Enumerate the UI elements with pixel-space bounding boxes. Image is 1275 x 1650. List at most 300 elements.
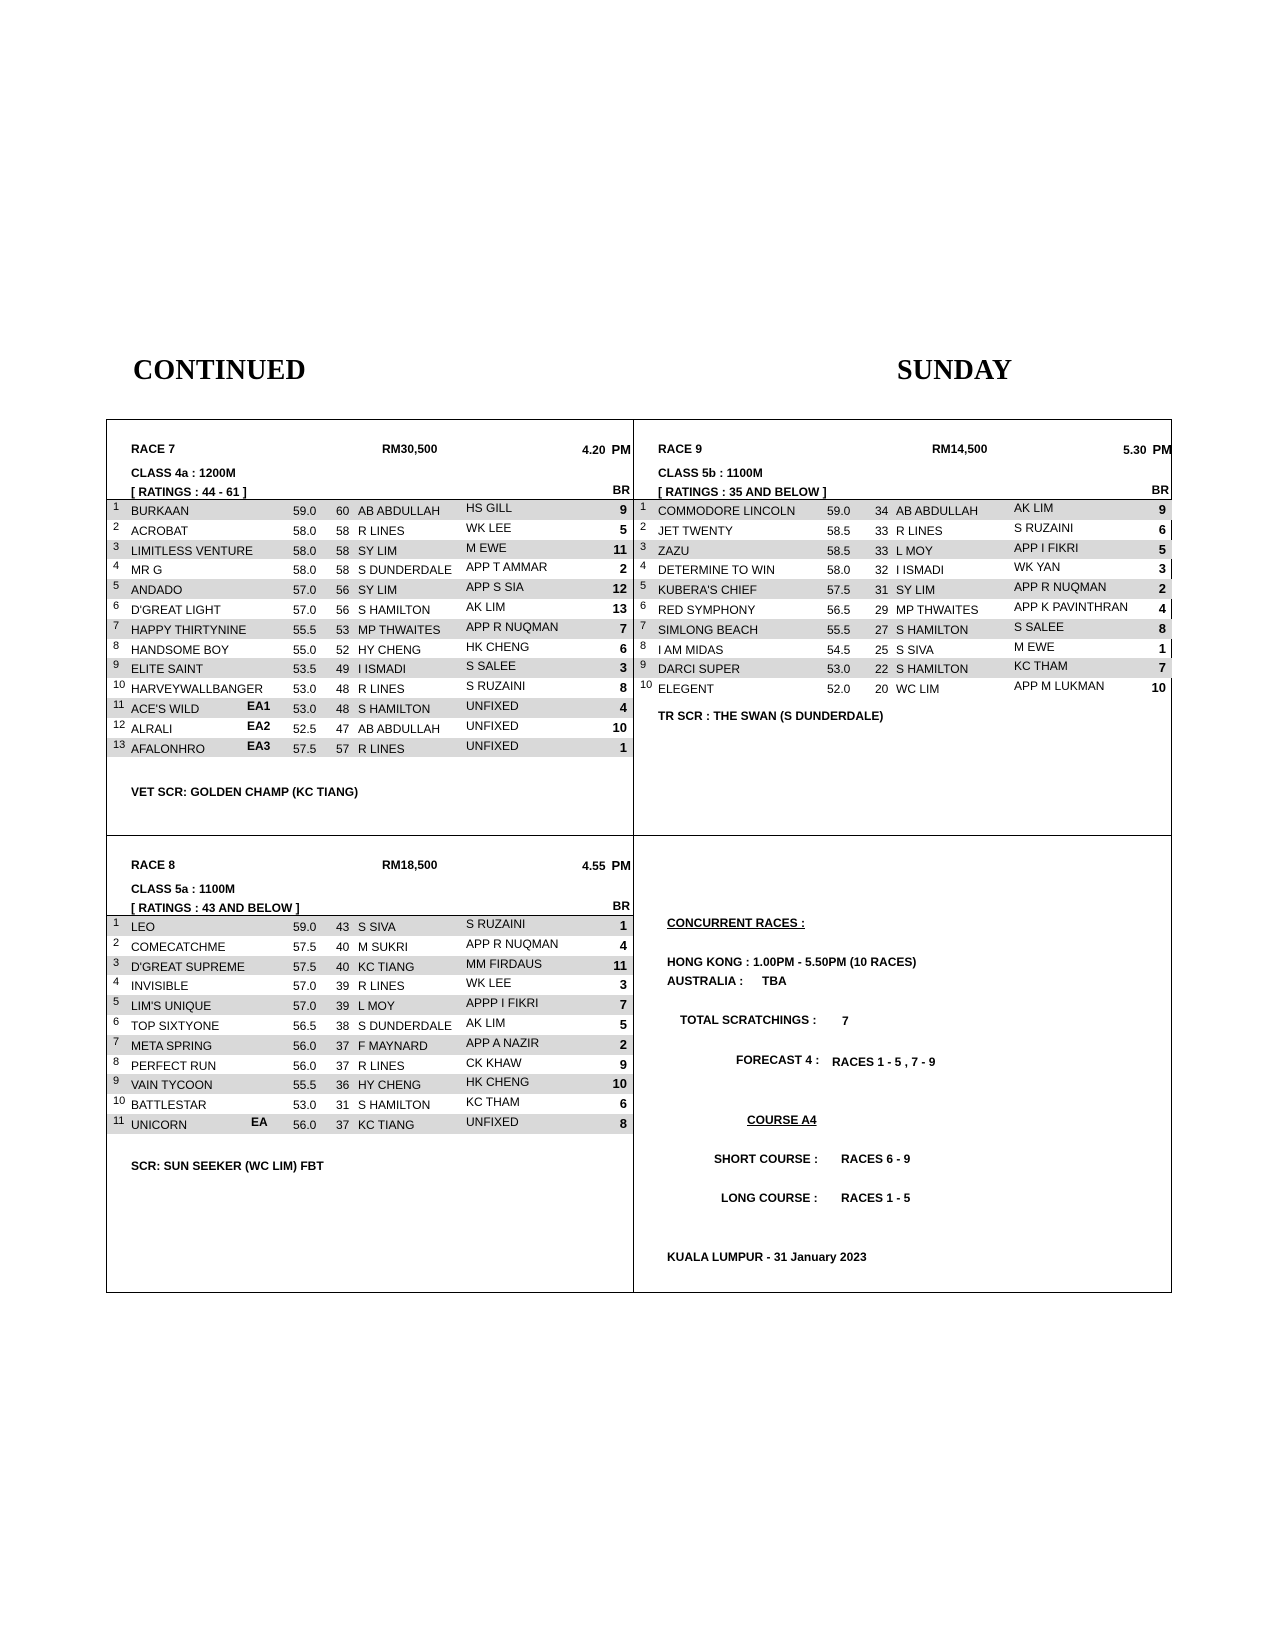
- weight: 54.5: [827, 642, 851, 657]
- weight: 59.0: [827, 504, 851, 518]
- australia-label: AUSTRALIA :: [667, 974, 744, 988]
- runner-number: 11: [113, 1114, 125, 1127]
- table-row: [634, 540, 1172, 560]
- race-ratings: [ RATINGS : 44 - 61 ]: [131, 485, 247, 499]
- trainer: UNFIXED: [466, 698, 519, 713]
- rating: 33: [875, 523, 889, 538]
- rating: 37: [336, 1117, 350, 1132]
- horse-name: COMMODORE LINCOLN: [658, 504, 796, 518]
- barrier-draw: 5: [619, 1016, 627, 1032]
- jockey: SY LIM: [358, 583, 398, 598]
- barrier-draw: 6: [619, 1096, 627, 1112]
- table-row: [634, 678, 1172, 698]
- trainer: S RUZAINI: [1014, 520, 1074, 535]
- runner-number: 4: [113, 976, 120, 989]
- table-row: [634, 559, 1172, 579]
- forecast-value: RACES 1 - 5 , 7 - 9: [832, 1055, 936, 1069]
- weight: 56.5: [293, 1018, 317, 1033]
- weight: 56.5: [827, 602, 851, 617]
- weight: 57.0: [293, 583, 317, 598]
- weight: 53.5: [293, 662, 317, 677]
- runners-table: [107, 915, 633, 1134]
- rating: 36: [336, 1078, 350, 1093]
- jockey: KC TIANG: [358, 1117, 415, 1132]
- runner-number: 10: [113, 679, 126, 692]
- rating: 38: [336, 1018, 350, 1033]
- scratching-note: SCR: SUN SEEKER (WC LIM) FBT: [131, 1159, 324, 1173]
- barrier-draw: 1: [1158, 640, 1166, 656]
- barrier-draw: 9: [619, 502, 627, 517]
- runner-number: 7: [113, 1035, 120, 1048]
- trainer: HK CHENG: [466, 639, 530, 654]
- race-time-value: 5.30: [1123, 443, 1147, 457]
- rating: 56: [336, 602, 350, 617]
- runners-table: [107, 499, 633, 757]
- hong-kong-schedule: HONG KONG : 1.00PM - 5.50PM (10 RACES): [667, 955, 917, 969]
- horse-name: BATTLESTAR: [131, 1098, 207, 1113]
- weight: 56.0: [293, 1038, 317, 1053]
- barrier-draw: 7: [619, 620, 627, 636]
- runner-number: 6: [640, 599, 647, 612]
- jockey: AB ABDULLAH: [896, 504, 979, 518]
- barrier-draw: 2: [619, 1036, 627, 1052]
- weight: 58.0: [293, 563, 317, 578]
- table-row: [634, 639, 1172, 659]
- trainer: APP I FIKRI: [1014, 540, 1079, 555]
- barrier-draw: 2: [1158, 581, 1166, 597]
- table-row: [107, 678, 633, 698]
- trainer: APP R NUQMAN: [466, 619, 559, 634]
- heading-continued: CONTINUED: [133, 355, 306, 386]
- table-row: [107, 1094, 633, 1114]
- barrier-draw: 9: [1158, 502, 1166, 517]
- jockey: I ISMADI: [896, 563, 945, 578]
- trainer: WK LEE: [466, 520, 512, 535]
- weight: 56.0: [293, 1117, 317, 1132]
- runner-number: 7: [113, 619, 120, 632]
- barrier-draw: 11: [613, 957, 627, 973]
- table-row: [107, 500, 633, 520]
- barrier-draw: 3: [619, 977, 627, 993]
- runner-number: 3: [113, 540, 120, 553]
- jockey: HY CHENG: [358, 1078, 422, 1093]
- weight: 58.0: [827, 563, 851, 578]
- horse-name: ELITE SAINT: [131, 662, 204, 677]
- weight: 55.5: [293, 1078, 317, 1093]
- runner-number: 2: [113, 520, 120, 533]
- scratching-note: TR SCR : THE SWAN (S DUNDERDALE): [658, 709, 884, 723]
- horse-name: ANDADO: [131, 583, 183, 598]
- trainer: S RUZAINI: [466, 917, 526, 931]
- weight: 53.0: [293, 1098, 317, 1113]
- race-number: RACE 8: [131, 858, 176, 872]
- australia-value: TBA: [762, 974, 787, 988]
- rating: 37: [336, 1058, 350, 1073]
- weight: 53.0: [827, 662, 851, 677]
- trainer: S SALEE: [1014, 619, 1065, 634]
- trainer: APP M LUKMAN: [1014, 679, 1105, 694]
- table-row: [634, 619, 1172, 639]
- runner-number: 6: [113, 599, 120, 612]
- trainer: WK YAN: [1014, 560, 1061, 575]
- horse-name: LIM'S UNIQUE: [131, 999, 212, 1014]
- weight: 57.0: [293, 979, 317, 994]
- jockey: I ISMADI: [358, 662, 407, 677]
- race-number: RACE 9: [658, 442, 703, 456]
- jockey: HY CHENG: [358, 642, 422, 657]
- race-8-panel: [107, 836, 633, 1292]
- horse-name: KUBERA'S CHIEF: [658, 583, 757, 598]
- race-ratings: [ RATINGS : 35 AND BELOW ]: [658, 485, 827, 499]
- table-row: [107, 1055, 633, 1075]
- table-row: [107, 956, 633, 976]
- barrier-draw: 6: [1158, 521, 1166, 537]
- race-time: [582, 858, 631, 873]
- race-time: [1123, 442, 1172, 457]
- jockey: S HAMILTON: [896, 662, 969, 677]
- trainer: MM FIRDAUS: [466, 956, 542, 971]
- short-course-label: SHORT COURSE :: [714, 1152, 819, 1166]
- trainer: HS GILL: [466, 501, 513, 515]
- rating: 31: [875, 583, 889, 598]
- race-time-value: 4.55: [582, 859, 606, 873]
- trainer: APP A NAZIR: [466, 1035, 540, 1050]
- jockey: MP THWAITES: [896, 602, 979, 617]
- runner-number: 5: [640, 580, 647, 593]
- horse-name: D'GREAT LIGHT: [131, 602, 221, 617]
- barrier-draw: 11: [613, 541, 627, 557]
- rating: 25: [875, 642, 889, 657]
- weight: 58.5: [827, 543, 851, 558]
- runner-number: 6: [113, 1015, 120, 1028]
- horse-name: BURKAAN: [131, 504, 190, 518]
- race-7-panel: [107, 420, 633, 835]
- weight: 55.5: [293, 622, 317, 637]
- barrier-draw: 7: [1158, 660, 1166, 676]
- rating: 29: [875, 602, 889, 617]
- rating: 20: [875, 682, 889, 697]
- table-row: [107, 1074, 633, 1094]
- runner-number: 3: [113, 956, 120, 969]
- entry-tag: EA3: [247, 738, 271, 753]
- weight: 52.5: [293, 721, 317, 736]
- jockey: R LINES: [358, 1058, 405, 1073]
- barrier-draw: 5: [619, 521, 627, 537]
- rating: 58: [336, 543, 350, 558]
- barrier-draw: 1: [619, 739, 627, 755]
- trainer: KC THAM: [1014, 659, 1068, 674]
- trainer: M EWE: [1014, 639, 1055, 654]
- barrier-draw: 10: [1151, 680, 1166, 696]
- barrier-draw: 10: [612, 1076, 627, 1092]
- jockey: SY LIM: [896, 583, 936, 598]
- barrier-draw: 4: [619, 699, 627, 715]
- barrier-draw: 13: [612, 600, 627, 616]
- trainer: APP R NUQMAN: [1014, 580, 1107, 595]
- weight: 57.5: [293, 959, 317, 974]
- table-row: [107, 738, 633, 758]
- horse-name: RED SYMPHONY: [658, 602, 756, 617]
- race-time: [582, 442, 631, 457]
- barrier-header: BR: [1151, 483, 1169, 497]
- rating: 57: [336, 741, 350, 756]
- runner-number: 8: [113, 1055, 120, 1068]
- race-day-info-panel: [634, 836, 1172, 1292]
- jockey: WC LIM: [896, 682, 940, 697]
- rating: 22: [875, 662, 889, 677]
- jockey: R LINES: [358, 523, 405, 538]
- barrier-draw: 4: [1158, 600, 1166, 616]
- trainer: AK LIM: [466, 1015, 506, 1030]
- rating: 40: [336, 959, 350, 974]
- jockey: SY LIM: [358, 543, 398, 558]
- runner-number: 9: [113, 659, 120, 672]
- runner-number: 10: [113, 1095, 126, 1108]
- horse-name: COMECATCHME: [131, 939, 226, 954]
- weight: 58.0: [293, 523, 317, 538]
- horse-name: INVISIBLE: [131, 979, 189, 994]
- table-row: [107, 975, 633, 995]
- runner-number: 2: [113, 936, 120, 949]
- rating: 33: [875, 543, 889, 558]
- trainer: S RUZAINI: [466, 679, 526, 694]
- rating: 58: [336, 523, 350, 538]
- race-prize: RM18,500: [382, 858, 438, 872]
- jockey: R LINES: [358, 979, 405, 994]
- table-row: [107, 698, 633, 718]
- runner-number: 1: [640, 501, 647, 513]
- jockey: MP THWAITES: [358, 622, 441, 637]
- jockey: S SIVA: [358, 920, 396, 934]
- rating: 27: [875, 622, 889, 637]
- table-row: [107, 520, 633, 540]
- barrier-draw: 8: [619, 1115, 627, 1131]
- race-time-pm: PM: [1152, 442, 1172, 457]
- scratching-note: VET SCR: GOLDEN CHAMP (KC TIANG): [131, 785, 359, 799]
- race-time-pm: PM: [611, 858, 631, 873]
- race-prize: RM30,500: [382, 442, 438, 456]
- horse-name: PERFECT RUN: [131, 1058, 217, 1073]
- race-time-pm: PM: [611, 442, 631, 457]
- runner-number: 12: [113, 718, 126, 731]
- jockey: R LINES: [358, 682, 405, 697]
- total-scratchings-label: TOTAL SCRATCHINGS :: [680, 1013, 817, 1027]
- trainer: S SALEE: [466, 659, 517, 674]
- horse-name: META SPRING: [131, 1038, 213, 1053]
- horse-name: LIMITLESS VENTURE: [131, 543, 254, 558]
- trainer: APP T AMMAR: [466, 560, 548, 575]
- trainer: KC THAM: [466, 1095, 520, 1110]
- horse-name: LEO: [131, 920, 156, 934]
- race-class: CLASS 5b : 1100M: [658, 466, 763, 480]
- horse-name: HANDSOME BOY: [131, 642, 230, 657]
- jockey: S HAMILTON: [358, 701, 431, 716]
- horse-name: SIMLONG BEACH: [658, 622, 759, 637]
- trainer: UNFIXED: [466, 718, 519, 733]
- trainer: AK LIM: [466, 599, 506, 614]
- weight: 55.0: [293, 642, 317, 657]
- table-row: [107, 619, 633, 639]
- jockey: AB ABDULLAH: [358, 504, 441, 518]
- weight: 55.5: [827, 622, 851, 637]
- jockey: S HAMILTON: [358, 602, 431, 617]
- jockey: S SIVA: [896, 642, 934, 657]
- weight: 59.0: [293, 504, 317, 518]
- rating: 39: [336, 999, 350, 1014]
- jockey: KC TIANG: [358, 959, 415, 974]
- trainer: APP K PAVINTHRAN: [1014, 599, 1129, 614]
- table-row: [107, 579, 633, 599]
- entry-tag: EA: [251, 1114, 268, 1129]
- race-9-panel: [634, 420, 1172, 835]
- race-class: CLASS 4a : 1200M: [131, 466, 236, 480]
- runner-number: 1: [113, 917, 120, 929]
- rating: 49: [336, 662, 350, 677]
- table-row: [107, 916, 633, 936]
- barrier-draw: 2: [619, 561, 627, 577]
- rating: 37: [336, 1038, 350, 1053]
- barrier-draw: 8: [619, 680, 627, 696]
- jockey: S HAMILTON: [358, 1098, 431, 1113]
- table-row: [107, 718, 633, 738]
- barrier-draw: 4: [619, 937, 627, 953]
- table-row: [107, 936, 633, 956]
- barrier-draw: 5: [1158, 541, 1166, 557]
- horse-name: UNICORN: [131, 1117, 187, 1132]
- jockey: S DUNDERDALE: [358, 563, 453, 578]
- barrier-draw: 1: [619, 918, 627, 933]
- rating: 48: [336, 701, 350, 716]
- table-row: [107, 1035, 633, 1055]
- table-row: [107, 559, 633, 579]
- runner-number: 10: [640, 679, 653, 692]
- horse-name: AFALONHRO: [131, 741, 206, 756]
- runner-number: 7: [640, 619, 647, 632]
- runner-number: 8: [640, 639, 647, 652]
- barrier-draw: 6: [619, 640, 627, 656]
- table-row: [107, 599, 633, 619]
- weight: 58.0: [293, 543, 317, 558]
- weight: 52.0: [827, 682, 851, 697]
- weight: 57.5: [827, 583, 851, 598]
- table-row: [107, 658, 633, 678]
- runner-number: 4: [113, 560, 120, 573]
- table-row: [107, 639, 633, 659]
- runner-number: 8: [113, 639, 120, 652]
- table-row: [634, 579, 1172, 599]
- long-course-value: RACES 1 - 5: [841, 1191, 911, 1205]
- horse-name: MR G: [131, 563, 163, 578]
- rating: 60: [336, 504, 350, 518]
- trainer: CK KHAW: [466, 1055, 522, 1070]
- horse-name: ACE'S WILD: [131, 701, 200, 716]
- entry-tag: EA2: [247, 718, 271, 733]
- runner-number: 9: [640, 659, 647, 672]
- weight: 57.0: [293, 602, 317, 617]
- jockey: L MOY: [358, 999, 395, 1014]
- barrier-draw: 9: [619, 1056, 627, 1072]
- rating: 40: [336, 939, 350, 954]
- trainer: UNFIXED: [466, 738, 519, 753]
- forecast-label: FORECAST 4 :: [736, 1053, 820, 1067]
- rating: 32: [875, 563, 889, 578]
- trainer: APPP I FIKRI: [466, 996, 539, 1011]
- jockey: R LINES: [896, 523, 943, 538]
- jockey: S HAMILTON: [896, 622, 969, 637]
- long-course-label: LONG COURSE :: [721, 1191, 818, 1205]
- trainer: WK LEE: [466, 976, 512, 991]
- table-row: [634, 520, 1172, 540]
- horse-name: VAIN TYCOON: [131, 1078, 213, 1093]
- runner-number: 5: [113, 580, 120, 593]
- horse-name: DARCI SUPER: [658, 662, 741, 677]
- table-row: [107, 540, 633, 560]
- runner-number: 13: [113, 738, 126, 751]
- weight: 58.5: [827, 523, 851, 538]
- jockey: M SUKRI: [358, 939, 409, 954]
- table-row: [634, 500, 1172, 520]
- runner-number: 3: [640, 540, 647, 553]
- race-prize: RM14,500: [932, 442, 988, 456]
- jockey: R LINES: [358, 741, 405, 756]
- horse-name: ZAZU: [658, 543, 690, 558]
- runners-table: [634, 499, 1172, 698]
- heading-sunday: SUNDAY: [897, 355, 1013, 386]
- horse-name: DETERMINE TO WIN: [658, 563, 775, 578]
- horse-name: ELEGENT: [658, 682, 715, 697]
- race-card-sheet: [106, 419, 1172, 1293]
- table-row: [107, 1114, 633, 1134]
- runner-number: 4: [640, 560, 647, 573]
- race-time-value: 4.20: [582, 443, 606, 457]
- runner-number: 5: [113, 996, 120, 1009]
- meeting-venue-date: KUALA LUMPUR - 31 January 2023: [667, 1250, 867, 1264]
- jockey: F MAYNARD: [358, 1038, 428, 1053]
- rating: 34: [875, 504, 889, 518]
- entry-tag: EA1: [247, 698, 271, 713]
- table-row: [107, 995, 633, 1015]
- rating: 56: [336, 583, 350, 598]
- race-class: CLASS 5a : 1100M: [131, 882, 236, 896]
- weight: 53.0: [293, 701, 317, 716]
- trainer: HK CHENG: [466, 1075, 530, 1090]
- weight: 56.0: [293, 1058, 317, 1073]
- barrier-draw: 10: [612, 719, 627, 735]
- weight: 57.0: [293, 999, 317, 1014]
- barrier-draw: 7: [619, 997, 627, 1013]
- weight: 53.0: [293, 682, 317, 697]
- jockey: L MOY: [896, 543, 933, 558]
- horse-name: ALRALI: [131, 721, 173, 736]
- course-label: COURSE A4: [747, 1113, 817, 1127]
- rating: 39: [336, 979, 350, 994]
- concurrent-races-label: CONCURRENT RACES :: [667, 916, 805, 930]
- barrier-draw: 12: [612, 581, 627, 597]
- trainer: AK LIM: [1014, 501, 1054, 515]
- weight: 57.5: [293, 741, 317, 756]
- trainer: APP S SIA: [466, 580, 524, 595]
- horse-name: ACROBAT: [131, 523, 189, 538]
- short-course-value: RACES 6 - 9: [841, 1152, 911, 1166]
- trainer: M EWE: [466, 540, 507, 555]
- barrier-draw: 8: [1158, 620, 1166, 636]
- horse-name: D'GREAT SUPREME: [131, 959, 245, 974]
- horse-name: JET TWENTY: [658, 523, 733, 538]
- trainer: UNFIXED: [466, 1114, 519, 1129]
- rating: 43: [336, 920, 350, 934]
- table-row: [107, 1015, 633, 1035]
- rating: 58: [336, 563, 350, 578]
